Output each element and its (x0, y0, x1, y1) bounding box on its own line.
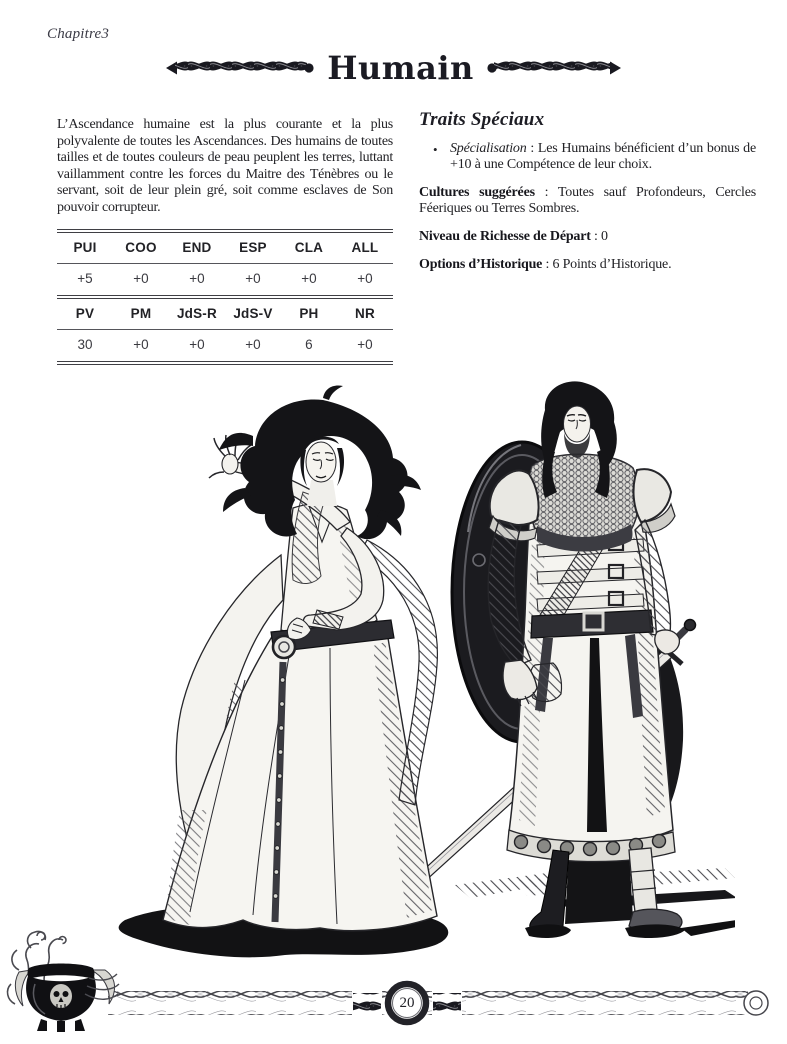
chapter-label: Chapitre3 (47, 26, 110, 42)
stats-value-cell: +5 (77, 271, 93, 287)
intro-paragraph: L’Ascendance humaine est la plus courante et la plus polyvalente de toutes les Ascendances. Des humains de toutes tailles et de toutes couleurs de peau peuplent les terres, luttant vaillamment contre les forces du Maitre des Ténèbres ou le servant, soit de leur plein gré, soit comme esclaves de Son pouvoir corrupteur. (57, 117, 393, 215)
trait-entry-historique: Options d’Historique : 6 Points d’Historique. (419, 256, 672, 272)
stats-value-cell: +0 (357, 337, 373, 353)
trait-bullet-item (419, 141, 756, 174)
stats-value-cell: +0 (245, 337, 261, 353)
stats-value-cell: +0 (301, 271, 317, 287)
stats-header-cell: ESP (239, 239, 267, 255)
character-illustration (85, 380, 735, 972)
page-number-badge (384, 980, 430, 1026)
stats-header-row (57, 231, 393, 264)
celtic-knot-band-left-icon (166, 58, 314, 78)
page-title: Humain (327, 49, 474, 87)
stats-header-row (57, 297, 393, 330)
stats-header-cell: ALL (351, 239, 379, 255)
stats-header-cell: CLA (294, 239, 324, 255)
trait-bullet-text: : Les Humains bénéficient d’un bonus de +10 à une Compétence de leur choix. (450, 140, 756, 173)
title-row (0, 49, 787, 87)
stats-header-cell: COO (125, 239, 157, 255)
footer-knot-band-icon (106, 982, 774, 1024)
stats-value-cell: +0 (189, 337, 205, 353)
celtic-knot-band-right-icon (487, 58, 621, 78)
left-column (57, 117, 393, 365)
stats-value-cell: +0 (189, 271, 205, 287)
stats-header-cell: PM (130, 305, 152, 321)
right-column (419, 109, 756, 273)
page-number: 20 (399, 994, 415, 1011)
stats-value-cell: +0 (133, 337, 149, 353)
stats-header-cell: END (182, 239, 212, 255)
cauldron-icon (1, 926, 121, 1040)
traits-heading: Traits Spéciaux (419, 109, 545, 130)
stats-value-row (57, 264, 393, 297)
bullet-icon: • (433, 141, 438, 157)
stats-value-cell: +0 (357, 271, 373, 287)
stats-table (57, 229, 393, 365)
stats-header-cell: JdS-V (233, 305, 273, 321)
stats-value-cell: 30 (77, 337, 93, 353)
stats-header-cell: NR (355, 305, 375, 321)
stats-value-cell: +0 (133, 271, 149, 287)
stats-value-row (57, 330, 393, 363)
trait-entry-richesse: Niveau de Richesse de Départ : 0 (419, 228, 608, 244)
stats-header-cell: PUI (73, 239, 97, 255)
trait-bullet-lead: Spécialisation (450, 140, 527, 156)
stats-header-cell: PH (299, 305, 319, 321)
stats-header-cell: JdS-R (176, 305, 217, 321)
stats-value-cell: 6 (305, 337, 313, 353)
stats-header-cell: PV (75, 305, 95, 321)
stats-value-cell: +0 (245, 271, 261, 287)
trait-entry-cultures: Cultures suggérées : Toutes sauf Profondeurs, Cercles Féeriques ou Terres Sombres. (419, 184, 756, 217)
